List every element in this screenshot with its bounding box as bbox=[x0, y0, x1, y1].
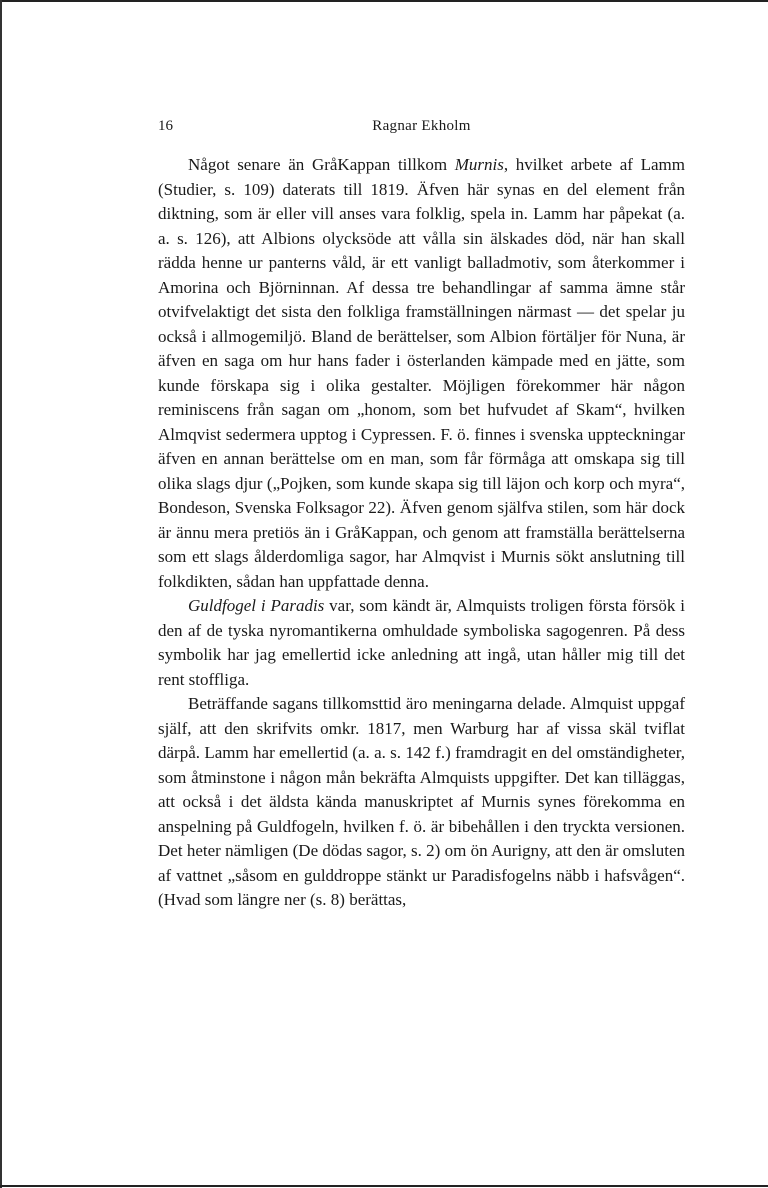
text-run: Något senare än GråKappan tillkom bbox=[188, 155, 455, 174]
scan-border-left bbox=[0, 0, 2, 1188]
scan-border-top bbox=[0, 0, 768, 2]
paragraph-tillkomsttid bbox=[158, 692, 685, 913]
italic-title-murnis: Murnis bbox=[454, 155, 504, 174]
italic-title-guldfogel: Guldfogel i Paradis bbox=[188, 596, 325, 615]
running-head bbox=[158, 118, 685, 142]
book-page bbox=[158, 118, 685, 913]
text-run: , hvilket arbete af Lamm (Studier, s. 109) daterats till 1819. Äfven här synas en del element från diktning, som är eller vill anses vara folklig, spela in. Lamm har påpekat (a. a. s. 126), att Albions olycksöde att vålla sin älskades död, när han skall rädda henne ur panterns våld, är ett vanligt balladmotiv, som återkommer i Amorina och Björninnan. Af dessa tre behandlingar af samma ämne står otvifvelaktigt det sista den folkliga framställningen närmast — det spelar ju också i allmogemiljö. Bland de berättelser, som Albion förtäljer för Nuna, är äfven en saga om hur hans fader i österlanden kämpade med en jätte, som kunde förskapa sig i olika gestalter. Möjligen förekommer här någon reminiscens från sagan om „honom, som bet hufvudet af Skam“, hvilken Almqvist sedermera upptog i Cypressen. F. ö. finnes i svenska uppteckningar äfven en annan berättelse om en man, som får förmåga att omskapa sig till olika slags djur („Pojken, som kunde skapa sig till läjon och korp och myra“, Bondeson, Svenska Folksagor 22). Äfven genom själfva stilen, som här dock är ännu mera pretiös än i GråKappan, och genom att framställa berättelserna som ett slags ålderdomliga sagor, har Almqvist i Murnis sökt anslutning till folkdikten, sådan han uppfattade denna. bbox=[158, 155, 685, 591]
scan-border-bottom bbox=[0, 1185, 768, 1187]
text-run: Beträffande sagans tillkomsttid äro meningarna delade. Almquist uppgaf själf, att den skrifvits omkr. 1817, men Warburg har af vissa skäl tviflat därpå. Lamm har emellertid (a. a. s. 142 f.) framdragit en del omständigheter, som åtminstone i någon mån bekräfta Almquists uppgifter. Det kan tilläggas, att också i det äldsta kända manuskriptet af Murnis synes förekomma en anspelning på Guldfogeln, hvilken f. ö. är bibehållen i den tryckta versionen. Det heter nämligen (De dödas sagor, s. 2) om ön Aurigny, att den är omsluten af vattnet „såsom en gulddroppe stänkt ur Paradisfogelns näbb i hafsvågen“. (Hvad som längre ner (s. 8) berättas, bbox=[158, 694, 685, 909]
paragraph-murnis bbox=[158, 153, 685, 594]
running-head-author: Ragnar Ekholm bbox=[372, 118, 471, 134]
paragraph-guldfogel bbox=[158, 594, 685, 692]
text-run: var, som kändt är, Almquists troligen första försök i den af de tyska nyromantikerna omhuldade symboliska sagogenren. På dess symbolik har jag emellertid icke anledning att ingå, utan håller mig till det rent stoffliga. bbox=[158, 596, 685, 689]
body-text bbox=[158, 153, 685, 913]
page-number: 16 bbox=[158, 118, 173, 134]
